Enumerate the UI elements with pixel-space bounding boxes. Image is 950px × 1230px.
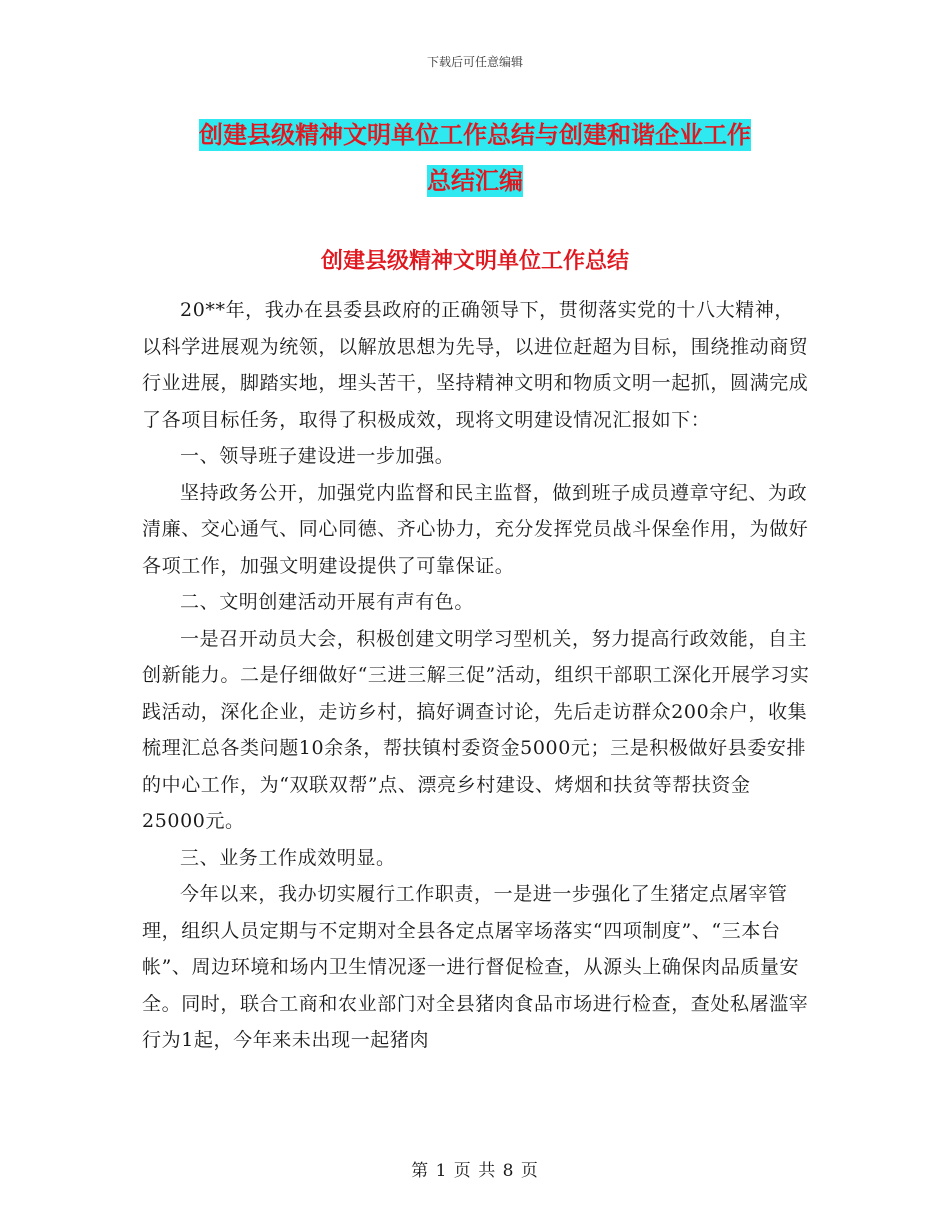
paragraph: 一是召开动员大会，积极创建文明学习型机关，努力提高行政效能，自主创新能力。二是仔细做好“三进三解三促”活动，组织干部职工深化开展学习实践活动，深化企业，走访乡村，搞好调查讨论，先后走访群众200余户，收集梳理汇总各类问题10余条，帮扶镇村委资金5000元；三是积极做好县委安排的中心工作，为“双联双帮”点、漂亮乡村建设、烤烟和扶贫等帮扶资金25000元。 (142, 627, 810, 832)
header-note: 下载后可任意编辑 (426, 55, 523, 69)
document-title-line-1: 创建县级精神文明单位工作总结与创建和谐企业工作 (199, 121, 751, 149)
paragraph-heading: 三、业务工作成效明显。 (180, 846, 396, 869)
section-title: 创建县级精神文明单位工作总结 (320, 249, 629, 274)
paragraph-heading: 一、领导班子建设进一步加强。 (180, 445, 455, 467)
page-footer: 第 1 页 共 8 页 (411, 1161, 539, 1181)
document-title-line-2: 总结汇编 (427, 167, 523, 195)
paragraph: 20**年，我办在县委县政府的正确领导下，贯彻落实党的十八大精神，以科学进展观为统领，以解放思想为先导，以进位赶超为目标，围绕推动商贸行业进展，脚踏实地，埋头苦干，坚持精神文明和物质文明一起抓，圆满完成了各项目标任务，取得了积极成效，现将文明建设情况汇报如下： (142, 299, 809, 431)
document-title (0, 112, 950, 204)
paragraph: 坚持政务公开，加强党内监督和民主监督，做到班子成员遵章守纪、为政清廉、交心通气、同心同德、齐心协力，充分发挥党员战斗保垒作用，为做好各项工作，加强文明建设提供了可靠保证。 (142, 481, 809, 577)
paragraph-heading: 二、文明创建活动开展有声有色。 (180, 591, 475, 613)
body-text (142, 292, 812, 1059)
paragraph: 今年以来，我办切实履行工作职责，一是进一步强化了生猪定点屠宰管理，组织人员定期与不定期对全县各定点屠宰场落实“四项制度”、“三本台帐”、周边环境和场内卫生情况逐一进行督促检查，从源头上确保肉品质量安全。同时，联合工商和农业部门对全县猪肉食品市场进行检查，查处私屠滥宰行为1起，今年来未出现一起猪肉 (142, 883, 809, 1051)
